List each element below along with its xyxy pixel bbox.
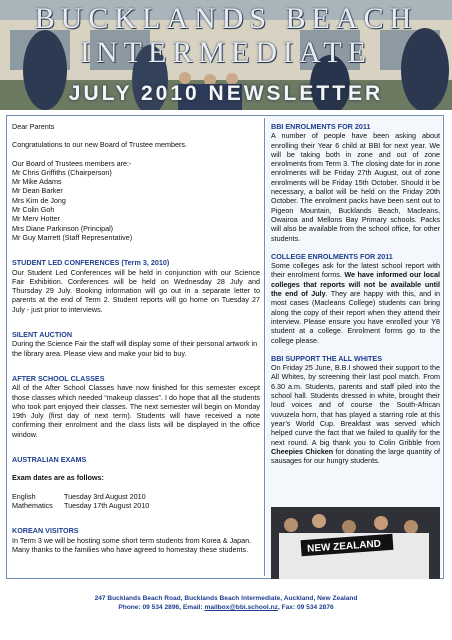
school-name-line2: INTERMEDIATE [80,36,372,69]
column-divider [264,118,265,576]
crowd-image [271,507,440,579]
board-member: Mr Mike Adams [12,177,62,187]
auction-body: During the Science Fair the staff will display some of their personal artwork in the library area. Please view and make your bid to buy. [12,339,258,358]
greeting: Dear Parents [12,122,55,131]
afterschool-body: All of the After School Classes have now finished for this semester except those classes which needed “makeup classes”. I do hope that all the students who took part enjoyed their classes. The next semester will begin on Monday 19th July (first day of next term). Students will have received a note confirming their enrolment and the class lists will be displayed in the office window. [12,383,260,439]
issue-title: JULY 2010 NEWSLETTER [68,82,384,105]
college-heading: COLLEGE ENROLMENTS FOR 2011 [271,251,393,261]
support-heading: BBI SUPPORT THE ALL WHITES [271,353,383,363]
footer [0,594,452,612]
school-name-line1: BUCKLANDS BEACH [34,2,418,35]
board-member: Mr Chris Griffiths (Chairperson) [12,167,112,177]
enrolments-heading: BBI ENROLMENTS FOR 2011 [271,122,371,131]
board-member: Mrs Diane Parkinson (Principal) [12,223,114,233]
exams-subheading: Exam dates are as follows: [12,473,104,483]
left-column [12,122,260,554]
auction-heading: SILENT AUCTION [12,330,73,340]
afterschool-heading: AFTER SCHOOL CLASSES [12,373,105,383]
congrats-text: Congratulations to our new Board of Trustee members. [12,140,187,150]
board-member: Mr Dean Barker [12,186,63,196]
footer-address: 247 Bucklands Beach Road, Bucklands Beach Intermediate, Auckland, New Zealand [94,595,358,602]
email-link[interactable]: mailbox@bbi.school.nz [204,604,278,611]
right-column [271,122,440,465]
board-intro: Our Board of Trustees members are:- [12,158,132,168]
exam-date: Tuesday 17th August 2010 [64,500,150,510]
support-body: On Friday 25 June, B.B.I showed their support to the All Whites, by screening their last pool match. From 6.30 a.m. Students, parents and staff piled into the school hall. Students dressed in white, brought their loud voices and of course the South-African vuvuzela horn, that has played a starring role at this year’s World Cup. Breakfast was served which helped curve the fact that we failed to qualify for the next round. A big thank you to Colin Gribble from Cheepies Chicken for donating the large quantity of sausages for our hungry students. [271,363,440,466]
conferences-heading: STUDENT LED CONFERENCES (Term 3, 2010) [12,258,170,268]
board-member: Mr Guy Marrett (Staff Representative) [12,232,133,242]
college-body: Some colleges ask for the latest school report with their enrolment forms. We have informed our local colleges that reports will not be available until the end of July. They are happy with this, and in most cases (Macleans College) students can bring along the copy of their report when they attend their interview. Please ensure you have enrolled your Y8 student at a college. Enrolment forms go to the college please. [271,261,440,345]
exam-subject: English [12,491,36,501]
board-member: Mrs Kim de Jong [12,195,66,205]
footer-contact: Phone: 09 534 2896, Email: mailbox@bbi.school.nz, Fax: 09 534 2876 [118,604,334,611]
enrolments-body: A number of people have been asking about enrolling their Year 6 child at BBI for next year. We will be taking both in zone and out of zone enrolments from Term 3. The closing date for in zone enrolments will be Friday 27th August, out of zone enrolments will be Friday 15th October. Should it be necessary, a ballot will be held on the Friday 20th October. The enrolment packs have been sent out to Pigeon Mountain, Bucklands Beach, Macleans, Owairoa and Mellons Bay Primary schools. Packs will also be available from the school office, for other students. [271,131,440,243]
conferences-body: Our Student Led Conferences will be held in conjunction with our Science Fair Exhibition. Conferences will be held on Wednesday 28 July and Thursday 29 July. Booking information will go out in a separate letter to parents at the end of Term 2. Student reports will go home on Tuesday 27 July - just prior to interviews. [12,267,260,314]
board-member: Mr Colin Goh [12,205,55,215]
exam-date: Tuesday 3rd August 2010 [64,491,146,501]
photo-banner-text: NEW ZEALAND [306,538,382,555]
exams-heading: AUSTRALIAN EXAMS [12,455,87,465]
exam-subject: Mathematics [12,500,53,510]
masthead [0,0,452,110]
table-row [12,501,149,510]
table-row [12,492,149,501]
korean-body: In Term 3 we will be hosting some short term students from Korea & Japan. Many thanks to the families who have agreed to homestay these students. [12,535,252,554]
all-whites-photo [271,507,440,579]
board-member: Mr Merv Hotter [12,214,60,224]
exam-dates-table [12,492,149,511]
korean-heading: KOREAN VISITORS [12,526,79,536]
